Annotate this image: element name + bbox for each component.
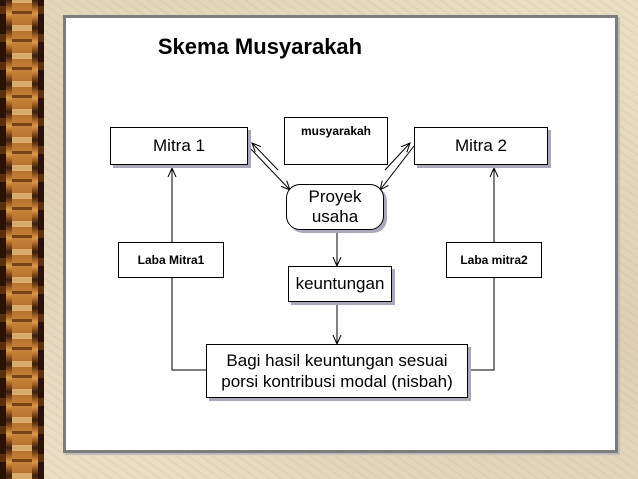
node-keuntungan: keuntungan (288, 266, 392, 302)
node-musyarakah: musyarakah (284, 117, 388, 165)
node-proyek-usaha: Proyek usaha (286, 184, 384, 230)
node-bagi-hasil: Bagi hasil keuntungan sesuai porsi kontribusi modal (nisbah) (206, 344, 468, 398)
node-mitra1: Mitra 1 (110, 127, 248, 165)
node-laba-mitra2: Laba mitra2 (446, 242, 542, 278)
diagram-title: Skema Musyarakah (157, 34, 363, 59)
node-laba-mitra1: Laba Mitra1 (118, 242, 224, 278)
node-mitra2: Mitra 2 (414, 127, 548, 165)
arrow-proyek-to-mitra1 (252, 143, 278, 170)
